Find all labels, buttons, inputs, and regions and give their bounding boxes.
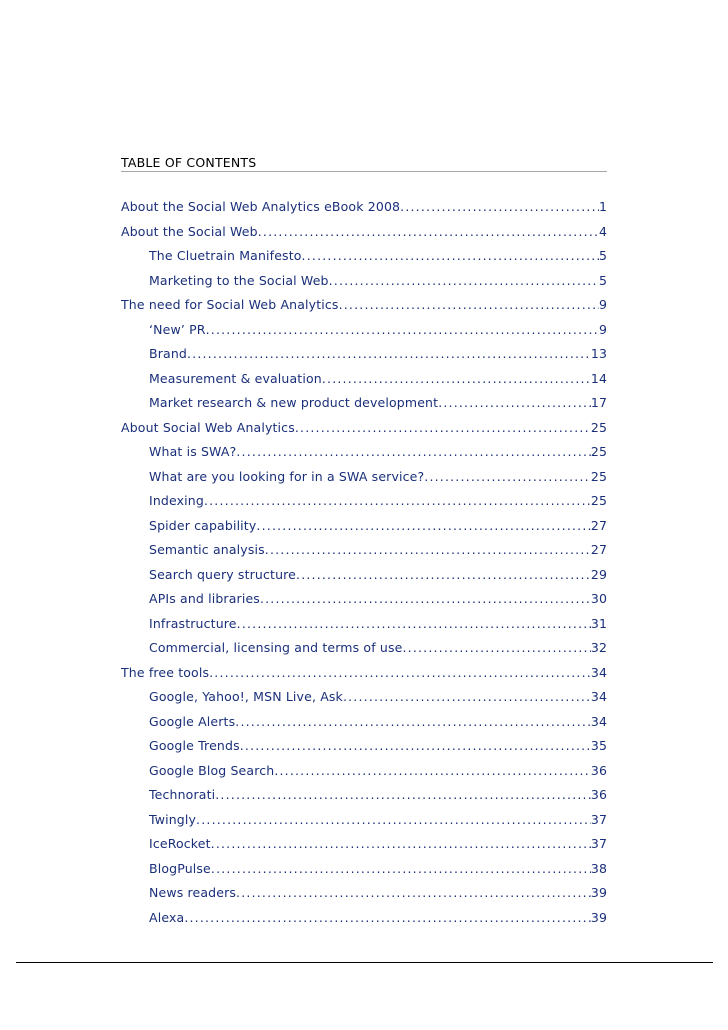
toc-entry-subsection[interactable] — [121, 812, 607, 837]
toc-entry-page-number: 34 — [590, 689, 607, 704]
toc-dot-leader — [339, 297, 599, 313]
toc-entry-page-number: 36 — [590, 762, 607, 778]
toc-entry-subsection[interactable] — [121, 591, 607, 616]
toc-heading: TABLE OF CONTENTS — [121, 155, 257, 170]
toc-entry-title: ‘New’ PR — [149, 321, 206, 337]
toc-entry-subsection[interactable] — [121, 836, 607, 861]
toc-entry-title: Brand — [149, 346, 187, 361]
toc-entry-subsection[interactable] — [121, 885, 607, 910]
toc-entry-subsection[interactable] — [121, 371, 607, 396]
toc-entry-title: Alexa — [149, 909, 185, 925]
toc-entry-section[interactable] — [121, 224, 607, 249]
toc-entry-page-number: 25 — [590, 468, 607, 484]
toc-dot-leader — [211, 836, 591, 852]
toc-entry-page-number: 5 — [598, 272, 607, 288]
page-footer-rule — [16, 962, 713, 963]
toc-dot-leader — [206, 322, 599, 338]
toc-entry-page-number: 1 — [598, 199, 607, 214]
toc-dot-leader — [209, 665, 591, 681]
toc-entry-page-number: 37 — [590, 836, 607, 851]
toc-entry-title: The Cluetrain Manifesto — [149, 248, 302, 263]
toc-entry-title: Semantic analysis — [149, 542, 265, 557]
toc-entry-page-number: 30 — [590, 591, 607, 606]
toc-entry-title: Spider capability — [149, 517, 257, 533]
toc-entry-title: Market research & new product development — [149, 395, 439, 410]
toc-entry-page-number: 39 — [590, 885, 607, 900]
toc-entry-subsection[interactable] — [121, 493, 607, 518]
toc-entry-title: What are you looking for in a SWA service? — [149, 468, 425, 484]
toc-dot-leader — [402, 640, 590, 656]
toc-entry-title: About the Social Web — [121, 223, 258, 239]
toc-entry-subsection[interactable] — [121, 322, 607, 347]
toc-entry-page-number: 25 — [590, 444, 607, 459]
toc-dot-leader — [265, 542, 591, 558]
toc-entry-subsection[interactable] — [121, 689, 607, 714]
toc-dot-leader — [215, 787, 591, 803]
toc-dot-leader — [236, 885, 591, 901]
toc-dot-leader — [400, 199, 599, 215]
toc-entry-subsection[interactable] — [121, 248, 607, 273]
toc-entry-page-number: 31 — [590, 615, 607, 631]
toc-entry-subsection[interactable] — [121, 910, 607, 935]
toc-entry-page-number: 4 — [598, 223, 607, 239]
toc-entry-page-number: 25 — [590, 419, 607, 435]
toc-entry-section[interactable] — [121, 297, 607, 322]
toc-entry-title: Indexing — [149, 493, 204, 508]
toc-entry-page-number: 13 — [590, 346, 607, 361]
toc-entry-page-number: 29 — [590, 566, 607, 582]
toc-entry-subsection[interactable] — [121, 861, 607, 886]
toc-dot-leader — [235, 714, 591, 730]
toc-entry-page-number: 9 — [598, 297, 607, 312]
toc-entry-page-number: 9 — [598, 321, 607, 337]
toc-entry-page-number: 36 — [590, 787, 607, 802]
toc-dot-leader — [322, 371, 591, 387]
toc-entry-title: Marketing to the Social Web — [149, 272, 329, 288]
toc-entry-subsection[interactable] — [121, 738, 607, 763]
toc-entry-page-number: 34 — [590, 713, 607, 729]
toc-entry-section[interactable] — [121, 199, 607, 224]
toc-dot-leader — [184, 910, 591, 926]
toc-entry-page-number: 39 — [590, 909, 607, 925]
toc-entry-section[interactable] — [121, 420, 607, 445]
toc-entry-subsection[interactable] — [121, 518, 607, 543]
toc-entry-title: What is SWA? — [149, 444, 237, 459]
toc-dot-leader — [237, 616, 591, 632]
toc-entry-title: Google Trends — [149, 738, 240, 753]
toc-dot-leader — [438, 395, 591, 411]
toc-entry-title: Google Blog Search — [149, 762, 275, 778]
toc-dot-leader — [236, 444, 591, 460]
toc-entry-subsection[interactable] — [121, 469, 607, 494]
toc-dot-leader — [295, 420, 591, 436]
toc-entry-title: Commercial, licensing and terms of use — [149, 640, 403, 655]
toc-entry-page-number: 27 — [590, 517, 607, 533]
toc-dot-leader — [256, 518, 590, 534]
toc-entry-title: About Social Web Analytics — [121, 419, 295, 435]
toc-entry-title: Infrastructure — [149, 615, 237, 631]
toc-entry-title: Technorati — [149, 787, 216, 802]
toc-dot-leader — [204, 493, 591, 509]
toc-entry-page-number: 5 — [598, 248, 607, 263]
toc-dot-leader — [258, 224, 599, 240]
toc-entry-subsection[interactable] — [121, 444, 607, 469]
toc-entry-page-number: 17 — [590, 395, 607, 410]
toc-entry-title: BlogPulse — [149, 860, 211, 876]
toc-dot-leader — [343, 689, 591, 705]
toc-entry-subsection[interactable] — [121, 346, 607, 371]
toc-entry-page-number: 32 — [590, 640, 607, 655]
toc-entry-subsection[interactable] — [121, 763, 607, 788]
toc-entry-title: Search query structure — [149, 566, 297, 582]
toc-entry-subsection[interactable] — [121, 787, 607, 812]
toc-dot-leader — [274, 763, 591, 779]
toc-dot-leader — [296, 567, 591, 583]
toc-entry-title: The free tools — [121, 664, 210, 680]
toc-dot-leader — [211, 861, 591, 877]
toc-entry-subsection[interactable] — [121, 273, 607, 298]
toc-entry-page-number: 37 — [590, 811, 607, 827]
toc-entry-section[interactable] — [121, 665, 607, 690]
toc-entry-title: Twingly — [149, 811, 197, 827]
toc-dot-leader — [196, 812, 591, 828]
toc-entry-page-number: 38 — [590, 860, 607, 876]
toc-dot-leader — [240, 738, 591, 754]
toc-entry-title: IceRocket — [149, 836, 211, 851]
toc-entry-page-number: 25 — [590, 493, 607, 508]
toc-entry-title: Google, Yahoo!, MSN Live, Ask — [149, 689, 343, 704]
toc-dot-leader — [329, 273, 599, 289]
toc-entry-subsection[interactable] — [121, 542, 607, 567]
table-of-contents — [121, 199, 607, 934]
toc-entry-page-number: 34 — [590, 664, 607, 680]
toc-entry-page-number: 35 — [590, 738, 607, 753]
toc-entry-subsection[interactable] — [121, 567, 607, 592]
toc-entry-title: About the Social Web Analytics eBook 2008 — [121, 199, 401, 214]
toc-entry-subsection[interactable] — [121, 640, 607, 665]
toc-entry-page-number: 14 — [590, 370, 607, 386]
toc-entry-title: Measurement & evaluation — [149, 370, 322, 386]
toc-entry-subsection[interactable] — [121, 395, 607, 420]
toc-dot-leader — [187, 346, 591, 362]
toc-entry-subsection[interactable] — [121, 616, 607, 641]
toc-entry-subsection[interactable] — [121, 714, 607, 739]
toc-entry-page-number: 27 — [590, 542, 607, 557]
toc-heading-rule — [121, 171, 607, 172]
toc-entry-title: APIs and libraries — [149, 591, 260, 606]
toc-entry-title: News readers — [149, 885, 237, 900]
toc-entry-title: Google Alerts — [149, 713, 236, 729]
toc-entry-title: The need for Social Web Analytics — [121, 297, 339, 312]
toc-dot-leader — [260, 591, 591, 607]
toc-dot-leader — [302, 248, 599, 264]
toc-dot-leader — [424, 469, 591, 485]
